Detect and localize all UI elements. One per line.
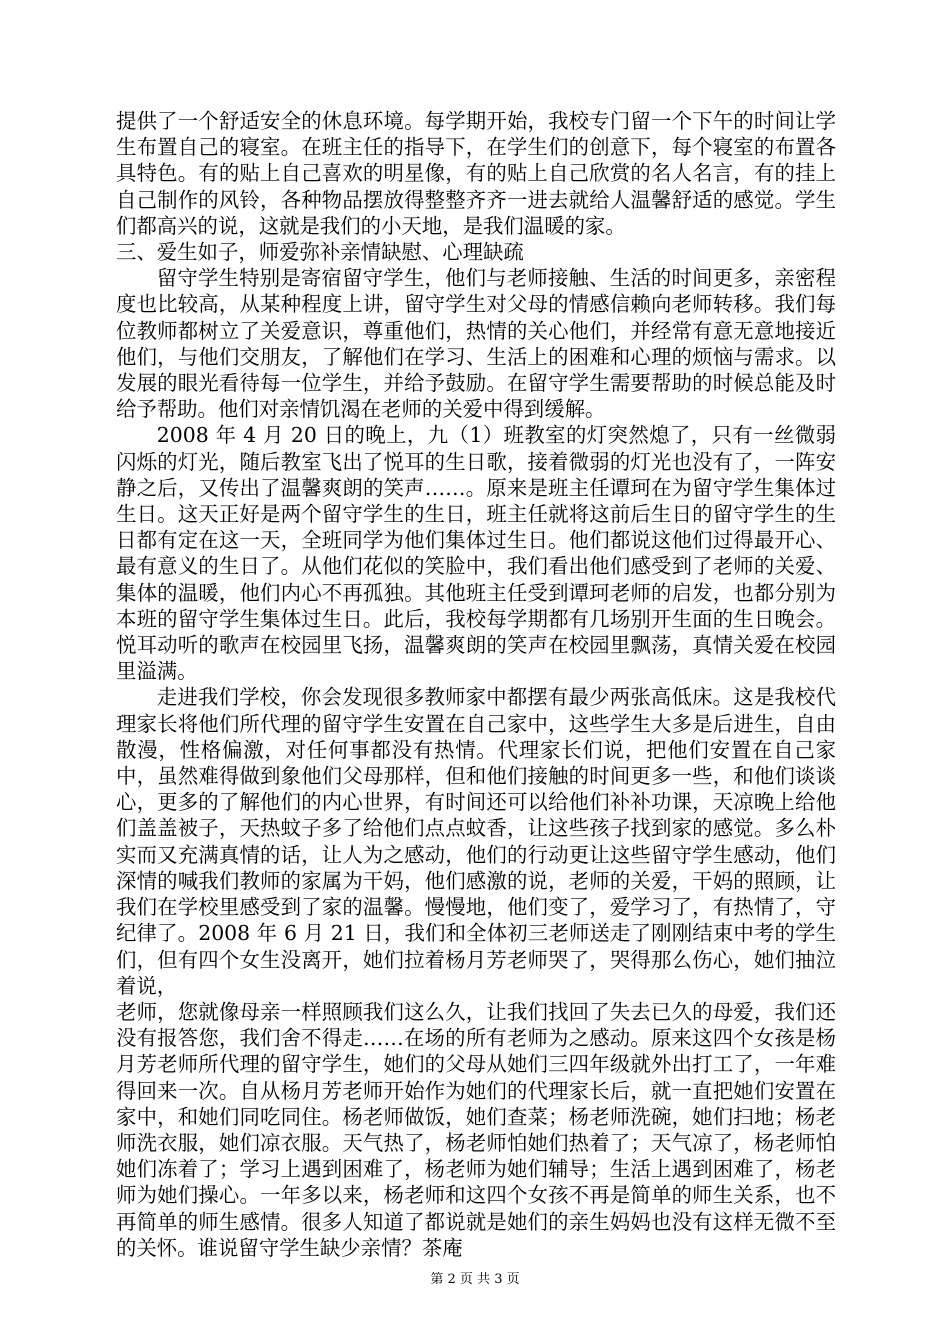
- paragraph-four-girls: 老师，您就像母亲一样照顾我们这么久，让我们找回了失去已久的母爱，我们还没有报答您，我们舍不得走……在场的所有老师为之感动。原来这四个女孩是杨月芳老师所代理的留守学生，她们的父母从她们三四年级就外出打工了，一年难得回来一次。自从杨月芳老师开始作为她们的代理家长后，就一直把她们安置在家中，和她们同吃同住。杨老师做饭，她们查菜；杨老师洗碗，她们扫地；杨老师洗衣服，她们凉衣服。天气热了，杨老师怕她们热着了；天气凉了，杨老师怕她们冻着了；学习上遇到困难了，杨老师为她们辅导；生活上遇到困难了，杨老师为她们操心。一年多以来，杨老师和这四个女孩不再是简单的师生关系，也不再简单的师生感情。很多人知道了都说就是她们的亲生妈妈也没有这样无微不至的关怀。谁说留守学生缺少亲情？茶庵: [116, 999, 836, 1260]
- paragraph-birthday-party: 2008 年 4 月 20 日的晚上，九（1）班教室的灯突然熄了，只有一丝微弱闪烁的灯光，随后教室飞出了悦耳的生日歌，接着微弱的灯光也没有了，一阵安静之后，又传出了温馨爽朗的笑声……。原来是班主任谭珂在为留守学生集体过生日。这天正好是两个留守学生的生日，班主任就将这前后生日的留守学生的生日都有定在这一天，全班同学为他们集体过生日。他们都说这他们过得最开心、最有意义的生日了。从他们花似的笑脸中，我们看出他们感受到了老师的关爱、集体的温暖，他们内心不再孤独。其他班主任受到谭珂老师的启发，也都分别为本班的留守学生集体过生日。此后，我校每学期都有几场别开生面的生日晚会。悦耳动听的歌声在校园里飞扬，温馨爽朗的笑声在校园里飘荡，真情关爱在校园里溢满。: [116, 423, 836, 684]
- paragraph-dormitory: 提供了一个舒适安全的休息环境。每学期开始，我校专门留一个下午的时间让学生布置自己的寝室。在班主任的指导下，在学生们的创意下，每个寝室的布置各具特色。有的贴上自己喜欢的明星像，有的贴上自己欣赏的名人名言，有的挂上自己制作的风铃，各种物品摆放得整整齐齐一进去就给人温馨舒适的感觉。学生们都高兴的说，这就是我们的小天地，是我们温暖的家。: [116, 109, 836, 238]
- section-heading-three: 三、爱生如子，师爱弥补亲情缺慰、心理缺疏: [116, 240, 524, 265]
- document-page: [116, 108, 836, 1261]
- page-number-footer: 第 2 页 共 3 页: [430, 1272, 520, 1287]
- paragraph-teacher-care: 留守学生特别是寄宿留守学生，他们与老师接触、生活的时间更多，亲密程度也比较高，从某种程度上讲，留守学生对父母的情感信赖向老师转移。我们每位教师都树立了关爱意识，尊重他们，热情的关心他们，并经常有意无意地接近他们，与他们交朋友，了解他们在学习、生活上的困难和心理的烦恼与需求。以发展的眼光看待每一位学生，并给予鼓励。在留守学生需要帮助的时候总能及时给予帮助。他们对亲情饥渴在老师的关爱中得到缓解。: [116, 266, 836, 422]
- paragraph-proxy-parents: 走进我们学校，你会发现很多教师家中都摆有最少两张高低床。这是我校代理家长将他们所代理的留守学生安置在自己家中，这些学生大多是后进生，自由散漫，性格偏激，对任何事都没有热情。代理家长们说，把他们安置在自己家中，虽然难得做到象他们父母那样，但和他们接触的时间更多一些，和他们谈谈心，更多的了解他们的内心世界，有时间还可以给他们补补功课，天凉晚上给他们盖盖被子，天热蚊子多了给他们点点蚊香，让这些孩子找到家的感觉。多么朴实而又充满真情的话，让人为之感动，他们的行动更让这些留守学生感动，他们深情的喊我们教师的家属为干妈，他们感激的说，老师的关爱，干妈的照顾，让我们在学校里感受到了家的温馨。慢慢地，他们变了，爱学习了，有热情了，守纪律了。2008 年 6 月 21 日，我们和全体初三老师送走了刚刚结束中考的学生们，但有四个女生没离开，她们拉着杨月芳老师哭了，哭得那么伤心，她们抽泣着说，: [116, 685, 836, 998]
